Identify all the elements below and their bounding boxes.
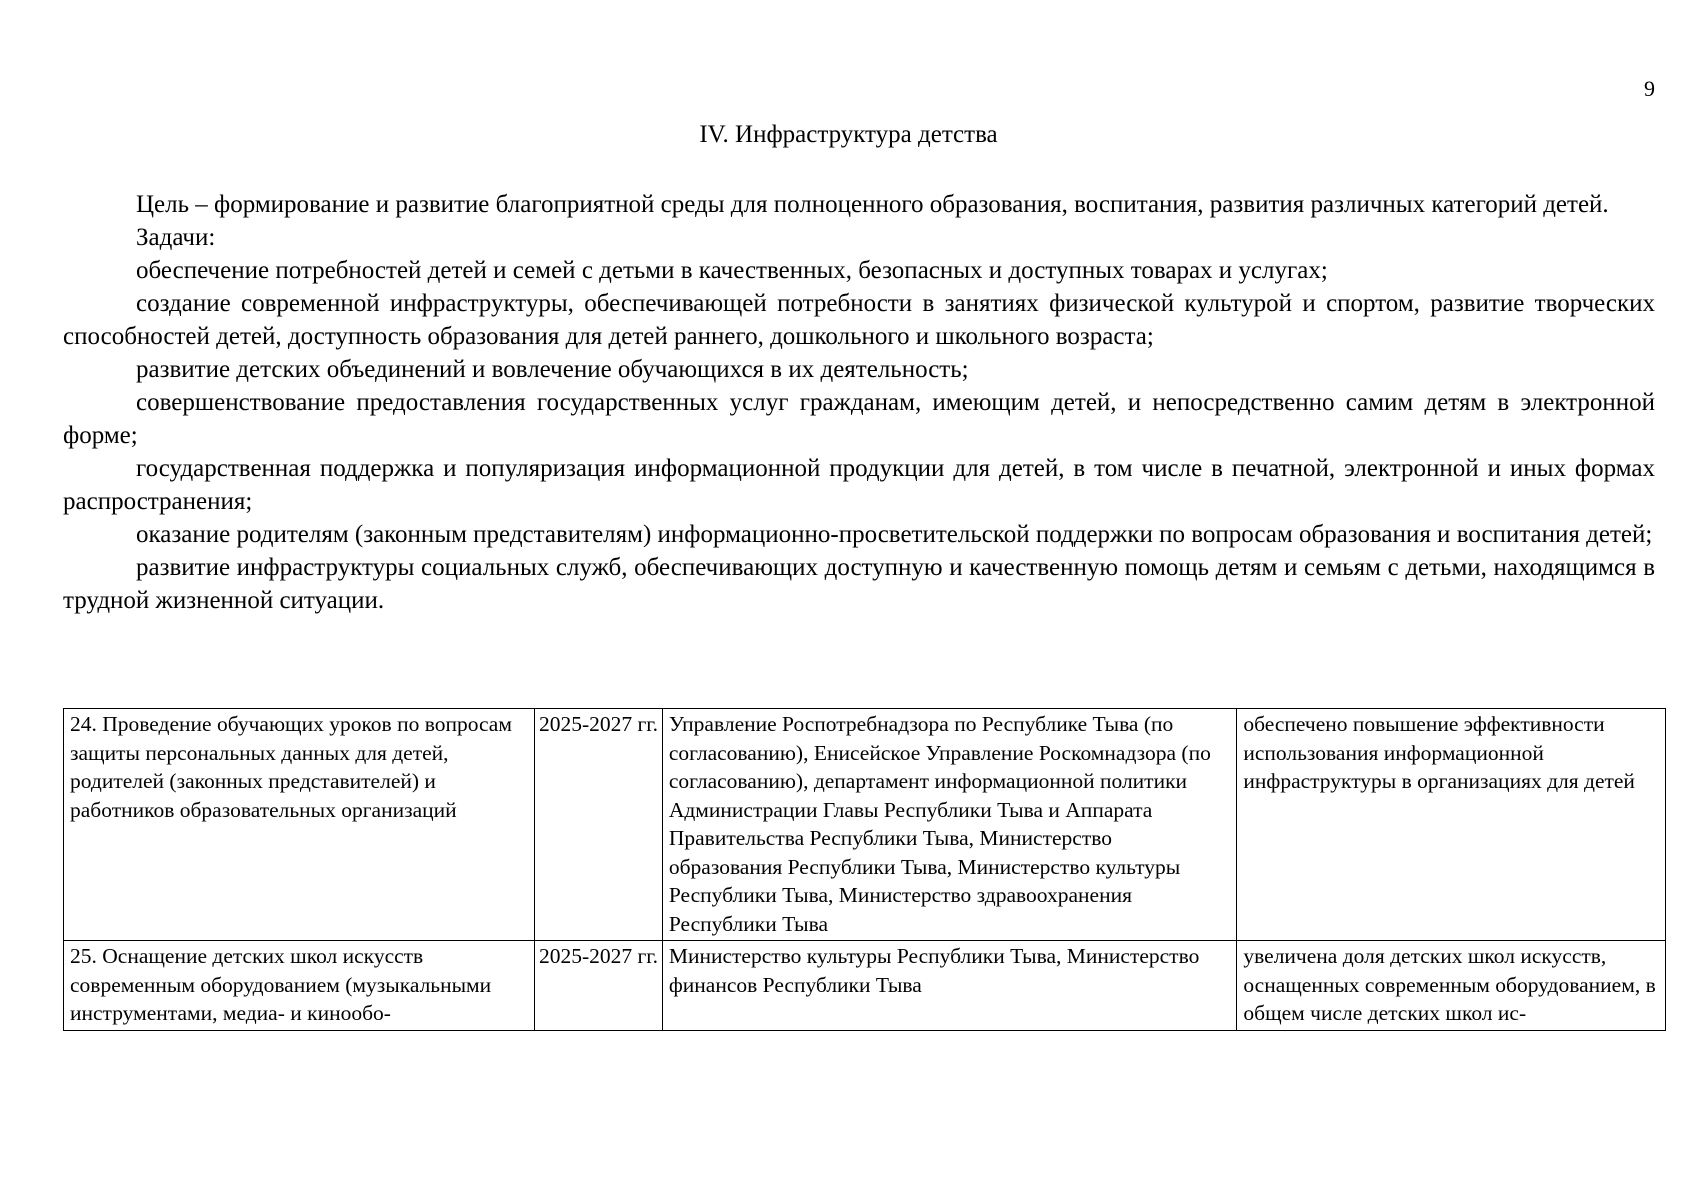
period-cell: 2025-2027 гг. [535,709,663,941]
page-number: 9 [1644,76,1655,101]
action-cell: 25. Оснащение детских школ искусств современным оборудованием (музыкальными инструментами, медиа- и кинообо- [64,941,535,1031]
task-item: оказание родителям (законным представителям) информационно-просветительской поддержки по вопросам образования и воспитания детей; [136,521,1653,548]
action-cell: 24. Проведение обучающих уроков по вопросам защиты персональных данных для детей, родителей (законных представителей) и работников образовательных организаций [64,709,535,941]
table-row [64,941,1666,1031]
task-item: обеспечение потребностей детей и семей с детьми в качественных, безопасных и доступных товарах и услугах; [136,257,1328,284]
section-body [63,188,1655,617]
task-item: развитие детских объединений и вовлечение обучающихся в их деятельность; [136,356,969,383]
period-cell: 2025-2027 гг. [535,941,663,1031]
activities-table [63,708,1666,1031]
tasks-heading: Задачи: [136,224,216,251]
table-row [64,709,1666,941]
responsible-cell: Управление Роспотребнадзора по Республике Тыва (по согласованию), Енисейское Управление Роскомнадзора (по согласованию), департамент информационной политики Администрации Главы Республики Тыва и Аппарата Правительства Республики Тыва, Министерство образования Республики Тыва, Министерство культуры Республики Тыва, Министерство здравоохранения Республики Тыва [662,709,1237,941]
goal-paragraph: Цель – формирование и развитие благоприятной среды для полноценного образования, воспитания, развития различных категорий детей. [136,191,1609,218]
result-cell: увеличена доля детских школ искусств, оснащенных современным оборудованием, в общем числе детских школ ис- [1237,941,1666,1031]
result-cell: обеспечено повышение эффективности использования информационной инфраструктуры в организациях для детей [1237,709,1666,941]
task-item: совершенствование предоставления государственных услуг гражданам, имеющим детей, и непосредственно самим детям в электронной форме; [63,389,1655,449]
task-item: развитие инфраструктуры социальных служб, обеспечивающих доступную и качественную помощь детям и семьям с детьми, находящимся в трудной жизненной ситуации. [63,554,1655,614]
task-item: создание современной инфраструктуры, обеспечивающей потребности в занятиях физической культурой и спортом, развитие творческих способностей детей, доступность образования для детей раннего, дошкольного и школьного возраста; [63,290,1655,350]
task-item: государственная поддержка и популяризация информационной продукции для детей, в том числе в печатной, электронной и иных формах распространения; [63,455,1655,515]
responsible-cell: Министерство культуры Республики Тыва, Министерство финансов Республики Тыва [662,941,1237,1031]
section-title: IV. Инфраструктура детства [699,121,998,148]
